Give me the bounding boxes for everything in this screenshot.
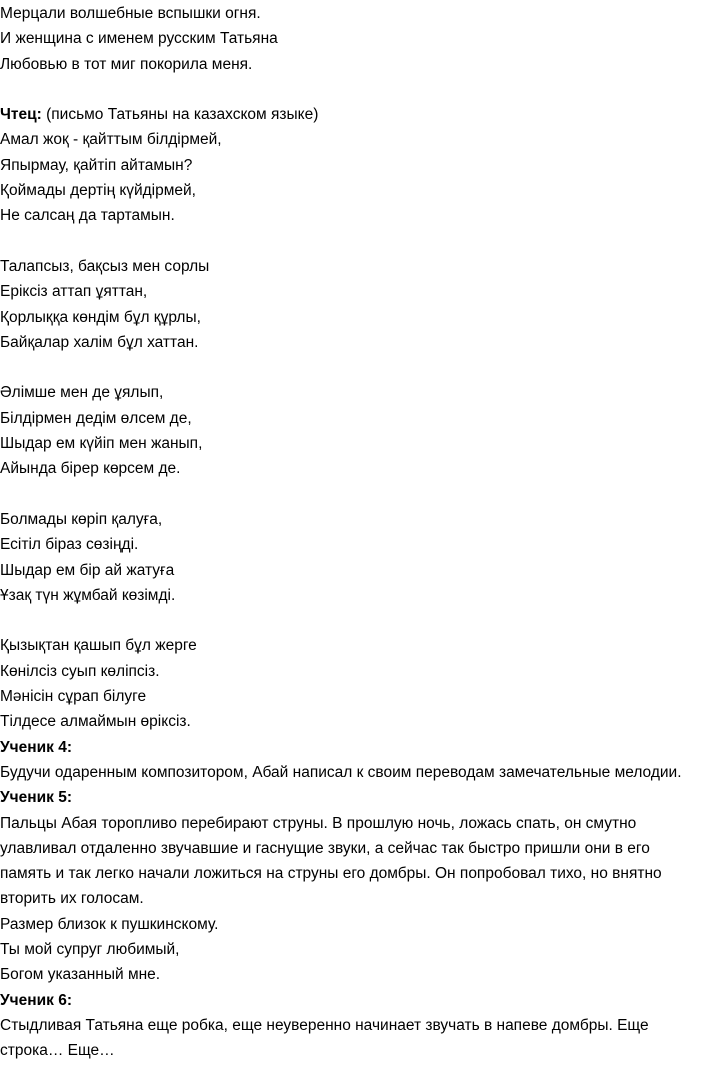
verse-line: Шыдар ем бір ай жатуға xyxy=(0,561,175,579)
student-6-label: Ученик 6: xyxy=(0,991,72,1009)
stanza xyxy=(0,254,696,355)
verse-line: Амал жоқ - қайттым білдірмей, xyxy=(0,131,222,149)
verse-line: Любовью в тот миг покорила меня. xyxy=(0,55,253,73)
blank-line xyxy=(0,229,696,254)
student-4-text: Будучи одаренным композитором, Абай написал к своим переводам замечательные мелодии. xyxy=(0,763,682,781)
verse-line: И женщина с именем русским Татьяна xyxy=(0,30,278,48)
verse-line: Әлімше мен де ұялып, xyxy=(0,384,164,402)
verse-line: Шыдар ем күйіп мен жанып, xyxy=(0,435,203,453)
verse-line: Еріксіз аттап ұяттан, xyxy=(0,283,148,301)
verse-line: Есітіл біраз сөзіңді. xyxy=(0,536,139,554)
stanza xyxy=(0,380,696,481)
verse-line: Айында бірер көрсем де. xyxy=(0,460,181,478)
verse-line: Талапсыз, бақсыз мен сорлы xyxy=(0,257,210,275)
student-5-line: Богом указанный мне. xyxy=(0,966,161,984)
student-5-label: Ученик 5: xyxy=(0,789,72,807)
reader-note: (письмо Татьяны на казахском языке) xyxy=(41,106,319,124)
student-4-label: Ученик 4: xyxy=(0,738,72,756)
verse-line: Білдірмен дедім өлсем де, xyxy=(0,409,192,427)
blank-line xyxy=(0,482,696,507)
blank-line xyxy=(0,608,696,633)
reader-heading xyxy=(0,102,696,127)
stanza xyxy=(0,633,696,734)
student-6-text: Стыдливая Татьяна еще робка, еще неуверенно начинает звучать в напеве домбры. Еще строка… Еще… xyxy=(0,1016,649,1060)
stanza xyxy=(0,507,696,608)
student-5-line: Размер близок к пушкинскому. xyxy=(0,915,219,933)
verse-line: Қоймады дертің күйдірмей, xyxy=(0,182,196,200)
intro-verse xyxy=(0,0,696,77)
verse-line: Байқалар халім бұл хаттан. xyxy=(0,333,199,351)
verse-line: Болмады көріп қалуға, xyxy=(0,510,163,528)
reader-label: Чтец: xyxy=(0,106,42,124)
blank-line xyxy=(0,77,696,102)
student-5-text: Пальцы Абая торопливо перебирают струны. В прошлую ночь, ложась спать, он смутно улавливал отдаленно звучавшие и гаснущие звуки, а сейчас так быстро пришли они в его память и так легко начали ложиться на струны его домбры. Он попробовал тихо, но внятно вторить их голосам. xyxy=(0,814,662,908)
verse-line: Тілдесе алмаймын өріксіз. xyxy=(0,713,191,731)
stanza xyxy=(0,127,696,228)
verse-line: Қорлыққа көндім бұл құрлы, xyxy=(0,308,201,326)
verse-line: Мерцали волшебные вспышки огня. xyxy=(0,5,261,22)
blank-line xyxy=(0,355,696,380)
verse-line: Қызықтан қашып бұл жерге xyxy=(0,637,197,655)
verse-line: Ұзақ түн жұмбай көзімді. xyxy=(0,586,176,604)
verse-line: Мәнісін сұрап білуге xyxy=(0,688,147,706)
student-5-line: Ты мой супруг любимый, xyxy=(0,940,180,958)
verse-line: Көнілсіз суып көліпсіз. xyxy=(0,662,160,680)
verse-line: Япырмау, қайтіп айтамын? xyxy=(0,156,193,174)
verse-line: Не салсаң да тартамын. xyxy=(0,207,175,225)
